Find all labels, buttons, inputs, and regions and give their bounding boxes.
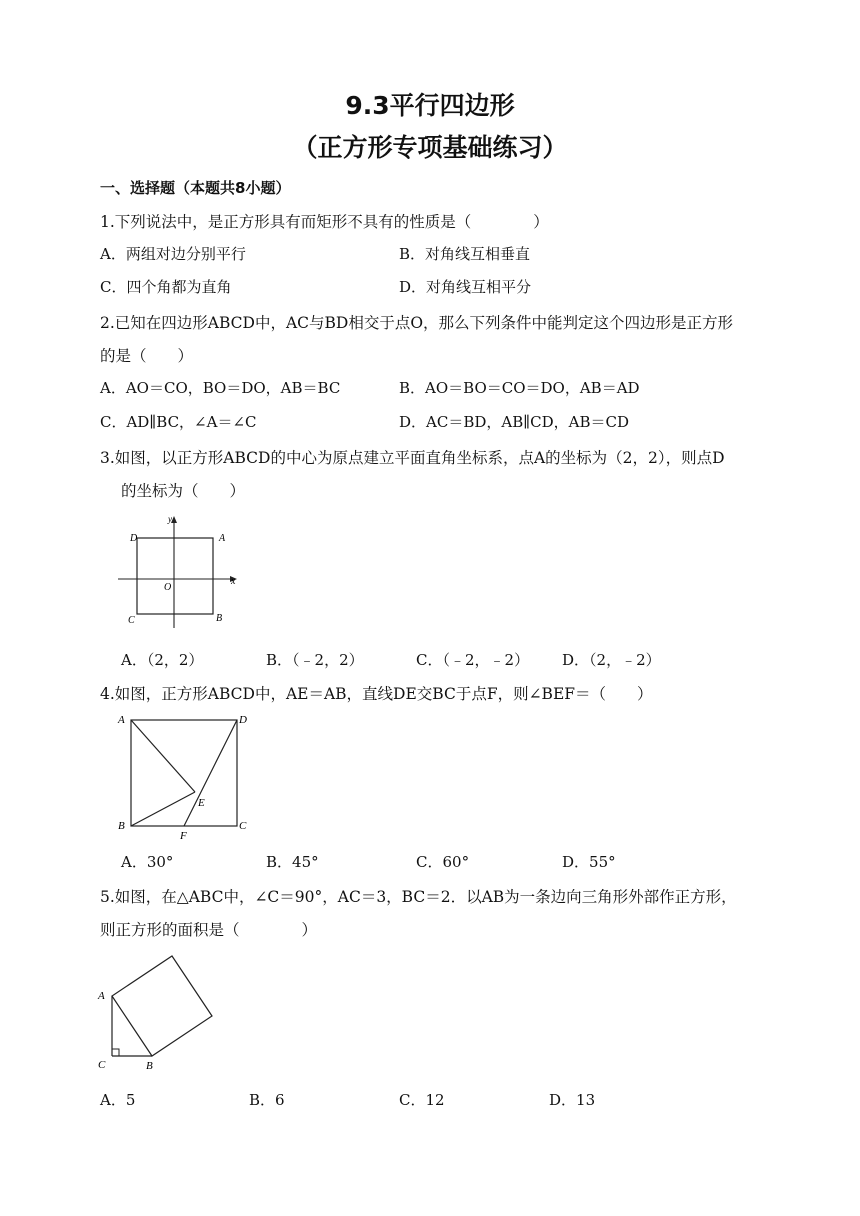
question-5-option-b[interactable]: B．6: [249, 1091, 285, 1109]
question-5-figure: [94, 948, 224, 1076]
question-3-option-d[interactable]: D．（2，﹣2）: [562, 651, 661, 669]
question-2-option-d[interactable]: D．AC＝BD，AB∥CD，AB＝CD: [399, 413, 630, 431]
question-5-option-d[interactable]: D．13: [549, 1091, 596, 1109]
question-3-figure: [110, 510, 250, 632]
question-5-option-c[interactable]: C．12: [399, 1091, 445, 1109]
q5-label-b: B: [146, 1060, 153, 1072]
q3-label-d: D: [130, 533, 138, 544]
q4-label-f: F: [180, 830, 187, 840]
question-4-option-b[interactable]: B．45°: [266, 853, 319, 871]
question-3-option-c[interactable]: C．（﹣2，﹣2）: [416, 651, 530, 669]
q3-label-c: C: [128, 615, 135, 626]
q3-label-o: O: [164, 582, 172, 593]
question-2-text-line1: 2.已知在四边形ABCD中，AC与BD相交于点O，那么下列条件中能判定这个四边形是正方形: [100, 314, 734, 332]
question-1-option-c[interactable]: C．四个角都为直角: [100, 278, 232, 296]
question-4-figure: [112, 708, 262, 840]
q3-label-x: x: [231, 576, 236, 587]
q5-label-c: C: [98, 1059, 106, 1071]
question-1-option-b[interactable]: B．对角线互相垂直: [399, 245, 531, 263]
question-1-text: 1.下列说法中，是正方形具有而矩形不具有的性质是（ ）: [100, 213, 549, 231]
section-heading: 一、选择题（本题共8小题）: [100, 179, 291, 197]
question-2-option-b[interactable]: B．AO＝BO＝CO＝DO，AB＝AD: [399, 379, 640, 397]
q4-label-a: A: [118, 714, 125, 726]
question-4-option-c[interactable]: C．60°: [416, 853, 470, 871]
q4-label-c: C: [239, 820, 247, 832]
q4-label-b: B: [118, 820, 125, 832]
question-5-text-line2: 则正方形的面积是（ ）: [100, 921, 318, 939]
page-title: 9.3平行四边形: [345, 91, 515, 120]
question-5-text-line1: 5.如图，在△ABC中，∠C＝90°，AC＝3，BC＝2．以AB为一条边向三角形外部作正方形，: [100, 888, 737, 906]
q5-label-a: A: [98, 990, 105, 1002]
question-2-option-a[interactable]: A．AO＝CO，BO＝DO，AB＝BC: [100, 379, 341, 397]
question-1-option-a[interactable]: A．两组对边分别平行: [100, 245, 246, 263]
question-3-text-line1: 3.如图，以正方形ABCD的中心为原点建立平面直角坐标系，点A的坐标为（2，2），则点D: [100, 449, 725, 467]
q3-label-y: y: [168, 514, 172, 524]
q3-label-a: A: [219, 533, 226, 544]
question-4-option-d[interactable]: D．55°: [562, 853, 616, 871]
q3-label-b: B: [216, 613, 223, 624]
question-4-text: 4.如图，正方形ABCD中，AE＝AB，直线DE交BC于点F，则∠BEF＝（ ）: [100, 685, 653, 703]
q4-label-e: E: [198, 797, 205, 809]
question-5-option-a[interactable]: A．5: [100, 1091, 136, 1109]
question-4-option-a[interactable]: A．30°: [121, 853, 174, 871]
q4-label-d: D: [239, 714, 247, 726]
page-subtitle: （正方形专项基础练习）: [292, 133, 568, 162]
question-2-option-c[interactable]: C．AD∥BC，∠A＝∠C: [100, 413, 257, 431]
question-3-option-b[interactable]: B．（﹣2，2）: [266, 651, 364, 669]
question-3-option-a[interactable]: A．（2，2）: [121, 651, 204, 669]
question-3-text-line2: 的坐标为（ ）: [121, 482, 246, 500]
question-1-option-d[interactable]: D．对角线互相平分: [399, 278, 532, 296]
question-2-text-line2: 的是（ ）: [100, 347, 194, 365]
